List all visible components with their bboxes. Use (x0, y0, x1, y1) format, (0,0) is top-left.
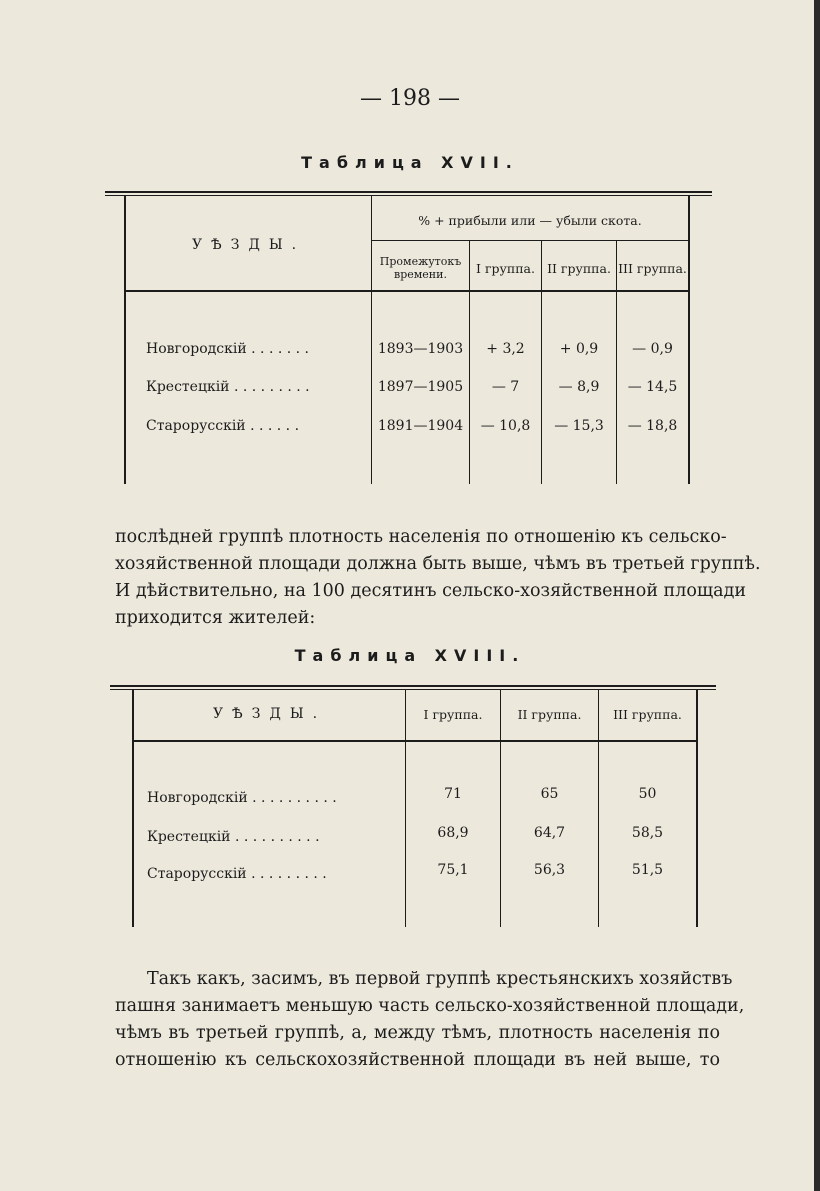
row-name: Новгородскій . . . . . . . (146, 341, 309, 357)
text-line: чѣмъ въ третьей группѣ, а, между тѣмъ, плотность населенія по (115, 1023, 720, 1043)
table-17-title: Таблица XVII. (301, 153, 519, 172)
table-18-header-rule (133, 740, 696, 742)
table-17-span-rule (372, 240, 688, 241)
table-18-title: Таблица XVIII. (294, 646, 526, 665)
row-period: 1897—1905 (377, 379, 464, 395)
page-edge (814, 0, 820, 1191)
table-18-divider (405, 690, 406, 927)
row-name: Старорусскій . . . . . . (146, 418, 300, 434)
row-name: Крестецкій . . . . . . . . . . (147, 829, 320, 845)
table-17-top-rule (105, 191, 712, 193)
row-g2: 56,3 (533, 862, 566, 878)
text-line: приходится жителей: (115, 608, 316, 628)
row-g3: — 0,9 (632, 341, 673, 357)
row-g3: 50 (638, 786, 657, 802)
text-line: хозяйственной площади должна быть выше, чѣмъ въ третьей группѣ. (115, 554, 761, 574)
table-18-left-border (132, 690, 134, 927)
table-17-top-rule-thin (105, 195, 712, 196)
table-18-col-uezd: УѢЗДЫ. (212, 706, 327, 722)
text-line: И дѣйствительно, на 100 десятинъ сельско-хозяйственной площади (115, 581, 747, 601)
table-17-span-header: % + прибыли или — убыли скота. (418, 213, 642, 228)
text-line: отношенію къ сельскохозяйственной площади въ ней выше, то (115, 1050, 720, 1070)
table-17-header-rule (125, 290, 688, 292)
row-g1: 68,9 (437, 825, 469, 841)
row-g2: — 8,9 (558, 379, 600, 395)
row-name: Крестецкій . . . . . . . . . (146, 379, 310, 395)
table-17-col-divider (469, 241, 470, 484)
row-g2: + 0,9 (559, 341, 599, 357)
row-period: 1891—1904 (377, 418, 464, 434)
table-18-col-g3: III группа. (613, 707, 682, 722)
table-17-col-divider (541, 241, 542, 484)
row-g1: — 10,8 (480, 418, 531, 434)
table-17-col-g2: II группа. (547, 261, 611, 276)
row-g3: — 18,8 (627, 418, 678, 434)
table-18-top-rule (110, 685, 716, 687)
table-18-top-rule-thin (110, 689, 716, 690)
row-g3: 51,5 (631, 862, 664, 878)
table-18-col-g1: I группа. (423, 707, 483, 722)
row-g3: — 14,5 (627, 379, 678, 395)
table-18-right-border (696, 690, 698, 927)
row-g1: — 7 (491, 379, 520, 395)
table-17-col-divider (616, 241, 617, 484)
table-17-col-g1: I группа. (476, 261, 535, 276)
text-line: послѣдней группѣ плотность населенія по отношенію къ сельско- (115, 527, 727, 547)
row-g2: 64,7 (533, 825, 566, 841)
table-17-right-border (688, 196, 690, 484)
paragraph-1 (115, 524, 761, 632)
table-17-col-g3: III группа. (618, 261, 687, 276)
row-g3: 58,5 (631, 825, 664, 841)
row-name: Новгородскій . . . . . . . . . . (147, 790, 337, 806)
table-17-col-uezd: УѢЗДЫ. (191, 237, 306, 253)
page-number: — 198 — (360, 86, 460, 111)
table-18-col-divider (598, 690, 599, 927)
row-g1: 71 (444, 786, 462, 802)
row-g2: — 15,3 (554, 418, 604, 434)
row-g2: 65 (540, 786, 559, 802)
row-name: Старорусскій . . . . . . . . . (147, 866, 327, 882)
text-line: пашня занимаетъ меньшую часть сельско-хозяйственной площади, (115, 996, 745, 1016)
table-17-col-period: Промежутокъ времени. (379, 255, 462, 281)
table-18-col-g2: II группа. (517, 707, 582, 722)
row-g1: 75,1 (437, 862, 469, 878)
row-g1: + 3,2 (486, 341, 525, 357)
table-18-col-divider (500, 690, 501, 927)
row-period: 1893—1903 (377, 341, 464, 357)
paragraph-2 (115, 966, 745, 1074)
text-line: Такъ какъ, засимъ, въ первой группѣ крестьянскихъ хозяйствъ (147, 969, 733, 989)
